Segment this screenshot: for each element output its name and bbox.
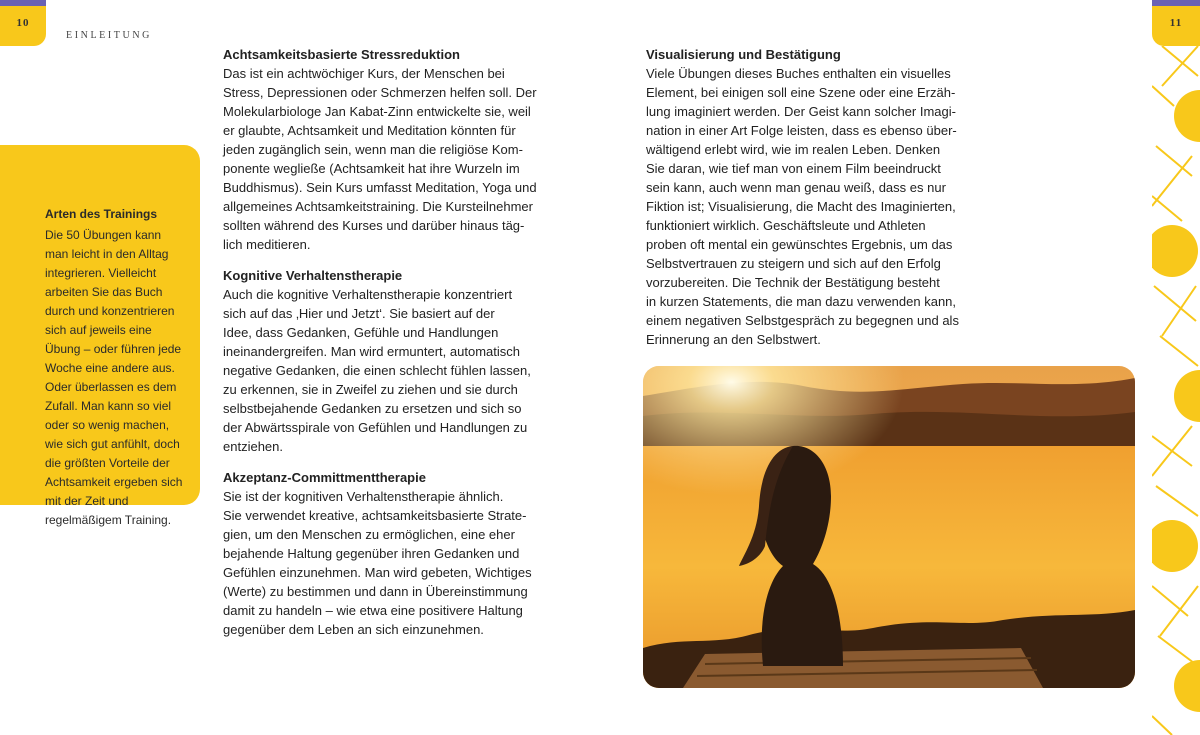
left-page-number: 10 (0, 0, 46, 46)
section-title: Akzeptanz-Committmenttherapie (223, 470, 426, 485)
section-body: Das ist ein achtwöchiger Kurs, der Menschen bei Stress, Depressionen oder Schmerzen helfen soll. Der Molekularbiologe Jan Kabat-Zinn entwickelte sie, weil er glaubte, Achtsamkeit und Meditation könnten für jeden zugänglich sein, wenn man die religiöse Kom- ponente wegließe (Achtsamkeit hat ihre Wurzeln im Buddhismus). Sein Kurs umfasst Meditation, Yoga und allgemeines Achtsamkeitstraining. Die Kursteilnehmer sollten während des Kurses und darüber hinaus täg- lich meditieren. (223, 66, 537, 252)
section-header: EINLEITUNG (66, 30, 152, 41)
sidebar-title: Arten des Trainings (45, 207, 158, 221)
right-column (646, 45, 982, 349)
section-stress-reduction (223, 45, 553, 254)
sidebar-text: Die 50 Übungen kann man leicht in den Alltag integrieren. Vielleicht arbeiten Sie das Buch durch und konzentrieren sich auf jeweils eine Übung – oder führen jede Woche eine andere aus. Oder überlassen es dem Zufall. Man kann so viel oder so wenig machen, wie sich gut anfühlt, doch die größten Vorteile der Achtsamkeit ergeben sich mit der Zeit und regelmäßigem Training. (45, 228, 183, 527)
sunset-lake-photo (643, 366, 1135, 688)
sidebar-box (45, 205, 185, 530)
sun-pattern-decoration (1152, 46, 1200, 735)
section-title: Kognitive Verhaltenstherapie (223, 268, 403, 283)
middle-column (223, 45, 553, 651)
visualization-title: Visualisierung und Bestätigung (646, 47, 841, 62)
section-acceptance-therapy (223, 468, 553, 639)
section-title: Achtsamkeitsbasierte Stressreduktion (223, 47, 460, 62)
section-cognitive-therapy (223, 266, 553, 456)
section-body: Auch die kognitive Verhaltenstherapie konzentriert sich auf das ‚Hier und Jetzt‘. Sie basiert auf der Idee, dass Gedanken, Gefühle und Handlungen ineinandergreifen. Man wird ermuntert, automatisch negative Gedanken, die einen schlecht fühlen lassen, zu erkennen, sie in Zweifel zu ziehen und sie durch selbstbejahende Gedanken zu ersetzen und sich so der Abwärtsspirale von Gefühlen und Handlungen zu entziehen. (223, 287, 531, 454)
right-page-number: 11 (1152, 0, 1200, 46)
visualization-body: Viele Übungen dieses Buches enthalten ein visuelles Element, bei einigen soll eine Szene oder eine Erzäh- lung imaginiert werden. Der Geist kann solcher Imagi- nation in einer Art Folge leisten, dass es ebenso über- wältigend erlebt wird, wie im realen Leben. Denken Sie daran, wie tief man von einem Film beeindruckt sein kann, auch wenn man genau weiß, dass es nur Fiktion ist; Visualisierung, die Macht des Imaginierten, funktioniert wirklich. Geschäftsleute und Athleten proben oft mental ein gewünschtes Ergebnis, um das Selbstvertrauen zu steigern und sich auf den Erfolg vorzubereiten. Die Technik der Bestätigung besteht in kurzen Statements, die man dazu verwenden kann, einem negativen Selbstgespräch zu begegnen und als Erinnerung an den Selbstwert. (646, 66, 959, 347)
section-body: Sie ist der kognitiven Verhaltenstherapie ähnlich. Sie verwendet kreative, achtsamkeitsbasierte Strate- gien, um den Menschen zu ermöglichen, eine eher bejahende Haltung gegenüber ihren Gedanken und Gefühlen einzunehmen. Man wird gebeten, Wichtiges (Werte) zu bestimmen und dann in Übereinstimmung damit zu handeln – wie etwa eine positivere Haltung gegenüber dem Leben an sich einzunehmen. (223, 489, 532, 637)
